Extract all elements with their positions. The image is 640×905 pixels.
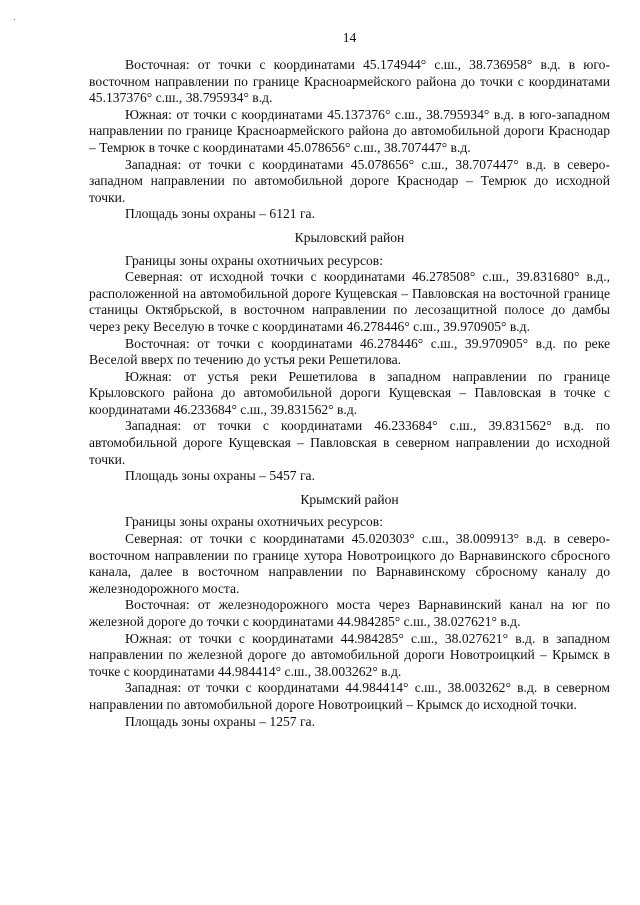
boundaries-intro: Границы зоны охраны охотничьих ресурсов: bbox=[125, 252, 383, 268]
east-boundary: Восточная: от железнодорожного моста через Варнавинский канал на юг по железной дороге до точки с координатами 44.984285° с.ш., 38.027621° в.д. bbox=[89, 597, 610, 629]
district-heading: Крымский район bbox=[300, 491, 399, 507]
south-boundary: Южная: от точки с координатами 44.984285° с.ш., 38.027621° в.д. в западном направлении по железной дороге до автомобильной дороги Новотроицкий – Крымск в точке с координатами 44.984414° с.ш., 38.003262° в.д. bbox=[89, 630, 610, 679]
east-boundary: Восточная: от точки с координатами 46.278446° с.ш., 39.970905° в.д. по реке Веселой вверх по течению до устья реки Решетилова. bbox=[89, 335, 610, 368]
section-krylovsky bbox=[89, 230, 610, 485]
south-boundary: Южная: от точки с координатами 45.137376° с.ш., 38.795934° в.д. в юго-западном направлении по границе Красноармейского района до автомобильной дороги Краснодар – Темрюк в точке с координатами 45.078656° с.ш., 38.707447° в.д. bbox=[89, 106, 610, 155]
scan-speck bbox=[14, 19, 15, 20]
boundaries-intro: Границы зоны охраны охотничьих ресурсов: bbox=[125, 514, 383, 530]
protection-zone-area: Площадь зоны охраны – 1257 га. bbox=[125, 713, 315, 729]
protection-zone-area: Площадь зоны охраны – 6121 га. bbox=[125, 206, 315, 222]
page-number: 14 bbox=[342, 30, 357, 45]
document-page bbox=[89, 30, 610, 730]
north-boundary: Северная: от исходной точки с координатами 46.278508° с.ш., 39.831680° в.д., расположенной на автомобильной дороге Кущевская – Павловская на восточной границе станицы Октябрьской, в восточном направлении по лесозащитной полосе до дамбы через реку Веселую в точке с координатами 46.278446° с.ш., 39.970905° в.д. bbox=[89, 269, 610, 334]
section-krasnoarmeisky-continued bbox=[89, 57, 610, 223]
west-boundary: Западная: от точки с координатами 44.984414° с.ш., 38.003262° в.д. в северном направлении по автомобильной дороге Новотроицкий – Крымск до исходной точки. bbox=[89, 680, 610, 712]
east-boundary: Восточная: от точки с координатами 45.174944° с.ш., 38.736958° в.д. в юго-восточном направлении по границе Красноармейского района до точки с координатами 45.137376° с.ш., 38.795934° в.д. bbox=[89, 57, 610, 106]
section-krymsky bbox=[89, 492, 610, 730]
district-heading: Крыловский район bbox=[294, 229, 405, 245]
west-boundary: Западная: от точки с координатами 46.233684° с.ш., 39.831562° в.д. по автомобильной дороге Кущевская – Павловская в северном направлении до исходной точки. bbox=[89, 418, 610, 467]
west-boundary: Западная: от точки с координатами 45.078656° с.ш., 38.707447° в.д. в северо-западном направлении по автомобильной дороге Краснодар – Темрюк до исходной точки. bbox=[89, 156, 610, 205]
north-boundary: Северная: от точки с координатами 45.020303° с.ш., 38.009913° в.д. в северо-восточном направлении по границе хутора Новотроицкого до Варнавинского сбросного канала, далее в восточном направлении по Варнавинскому сбросному каналу до железнодорожного моста. bbox=[89, 531, 610, 596]
south-boundary: Южная: от устья реки Решетилова в западном направлении по границе Крыловского района до автомобильной дороги Кущевская – Павловская в точке с координатами 46.233684° с.ш., 39.831562° в.д. bbox=[89, 368, 610, 417]
protection-zone-area: Площадь зоны охраны – 5457 га. bbox=[125, 468, 315, 484]
